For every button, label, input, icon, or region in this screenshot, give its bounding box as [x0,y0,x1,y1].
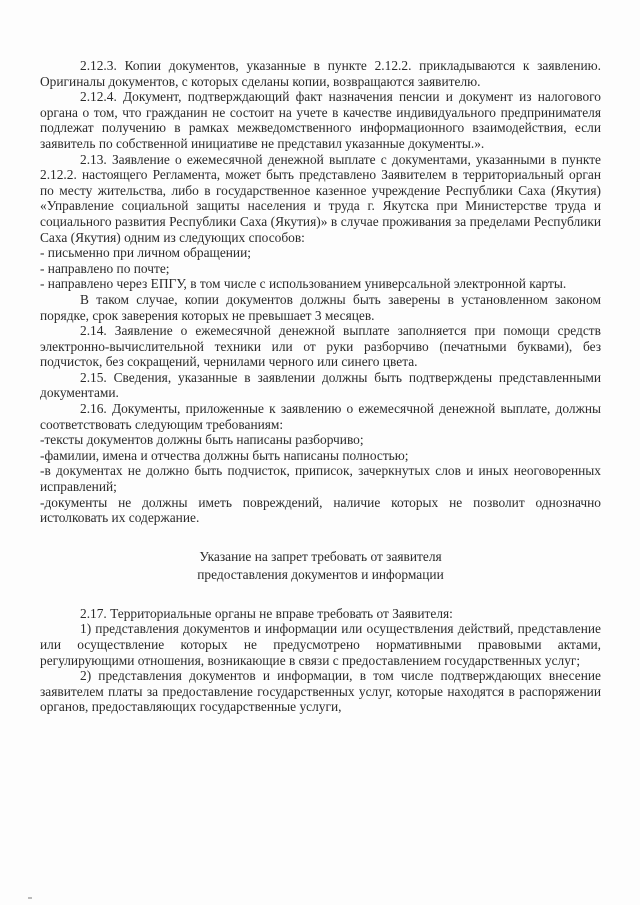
section-heading [40,548,601,584]
paragraph-2-17-item-2: 2) представления документов и информации, в том числе подтверждающих внесение заявителем платы за предоставление государственных услуг, которые находятся в распоряжении органов, предоставляющих государственные услуги, [40,668,601,715]
paragraphs-after-heading [40,606,601,715]
paragraph-2-15: 2.15. Сведения, указанные в заявлении должны быть подтверждены представленными документами. [40,369,601,401]
paragraph-copies-certified: В таком случае, копии документов должны быть заверены в установленном законом порядке, срок заверения которых не превышает 3 месяцев. [40,291,601,323]
list-item-via-epgu: - направлено через ЕПГУ, в том числе с использованием универсальной электронной карты. [40,276,567,292]
paragraph-2-12-3: 2.12.3. Копии документов, указанные в пункте 2.12.2. прикладываются к заявлению. Оригиналы документов, с которых сделаны копии, возвращаются заявителю. [40,58,601,89]
paragraph-2-13: 2.13. Заявление о ежемесячной денежной выплате с документами, указанными в пункте 2.12.2. настоящего Регламента, может быть представлено Заявителем в территориальный орган по месту жительства, либо в государственное казенное учреждение Республики Саха (Якутия) «Управление социальной защиты населения и труда г. Якутска при Министерстве труда и социального развития Республики Саха (Якутия)» в случае проживания за пределами Республики Саха (Якутия) одним из следующих способов: [40,151,601,245]
paragraphs-before-heading [40,58,601,526]
section-heading-line-1: Указание на запрет требовать от заявителя [199,548,442,564]
paragraph-2-12-4: 2.12.4. Документ, подтверждающий факт назначения пенсии и документ из налогового органа о том, что гражданин не состоит на учете в качестве индивидуального предпринимателя подлежат получению в рамках межведомственного информационного взаимодействия, если заявитель по собственной инициативе не представил указанные документы.». [40,89,601,151]
list-item-by-mail: - направлено по почте; [40,260,170,276]
document-body [40,58,601,715]
list-item-in-person: - письменно при личном обращении; [40,245,251,261]
paragraph-2-14: 2.14. Заявление о ежемесячной денежной выплате заполняется при помощи средств электронно-вычислительной техники или от руки разборчиво (печатными буквами), без подчисток, без сокращений, чернилами черного или синего цвета. [40,323,601,370]
paragraph-2-17: 2.17. Территориальные органы не вправе требовать от Заявителя: [80,605,453,621]
paragraph-2-17-item-1: 1) представления документов и информации или осуществления действий, представление или осуществление которых не предусмотрено нормативными правовыми актами, регулирующими отношения, возникающие в связи с предоставлением государственных услуг; [40,621,601,668]
list-item-no-damage: -документы не должны иметь повреждений, наличие которых не позволит однозначно истолковать их содержание. [40,494,601,526]
list-item-full-names: -фамилии, имена и отчества должны быть написаны полностью; [40,447,409,463]
section-heading-line-2: предоставления документов и информации [197,566,444,582]
list-item-legible: -тексты документов должны быть написаны разборчиво; [40,432,364,448]
scan-speck [28,897,32,899]
paragraph-2-16: 2.16. Документы, приложенные к заявлению о ежемесячной денежной выплате, должны соответствовать следующим требованиям: [40,401,601,432]
list-item-no-corrections: -в документах не должно быть подчисток, приписок, зачеркнутых слов и иных неоговоренных исправлений; [40,463,601,495]
